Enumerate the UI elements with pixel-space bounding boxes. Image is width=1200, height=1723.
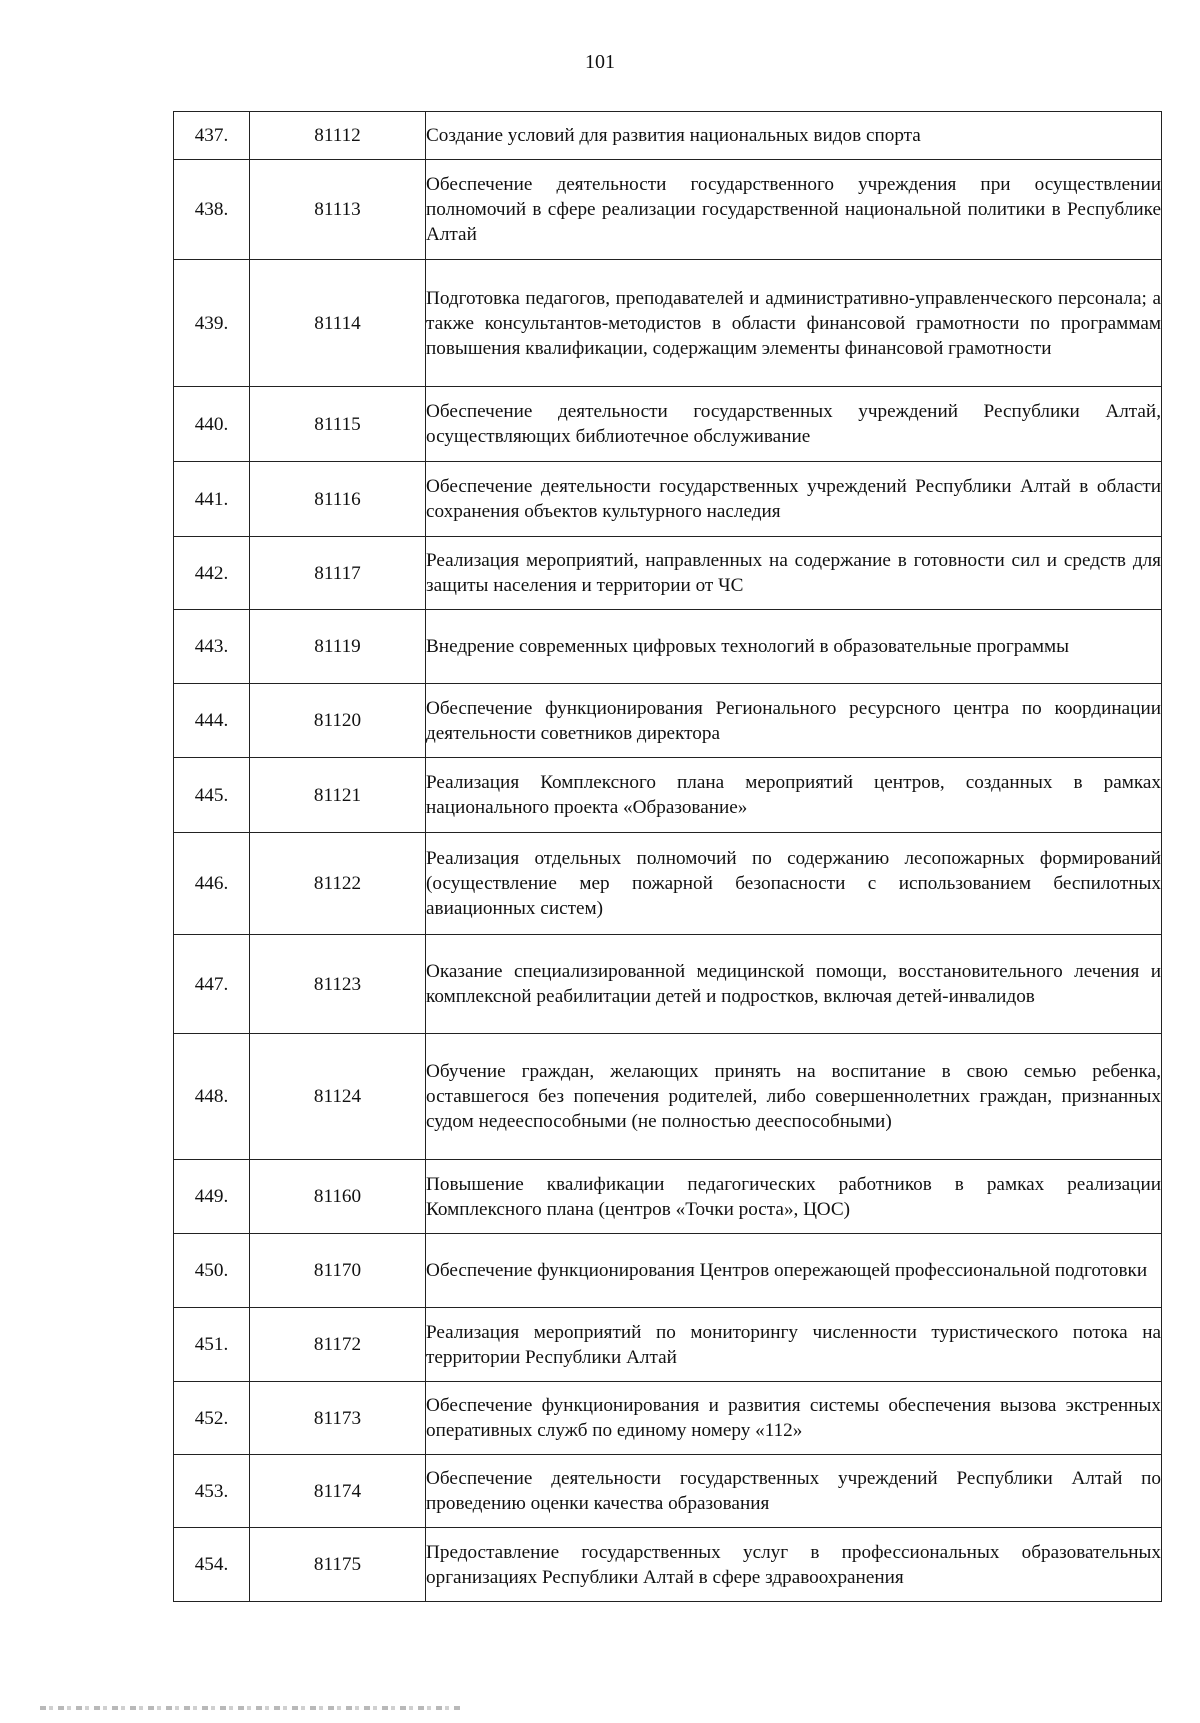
table-row <box>174 1234 1162 1308</box>
row-number: 446. <box>174 833 250 935</box>
row-number: 447. <box>174 935 250 1034</box>
row-code: 81112 <box>250 112 426 160</box>
row-description: Реализация мероприятий, направленных на содержание в готовности сил и средств для защиты населения и территории от ЧС <box>426 537 1162 610</box>
row-code: 81122 <box>250 833 426 935</box>
row-number: 454. <box>174 1528 250 1602</box>
row-description: Оказание специализированной медицинской помощи, восстановительного лечения и комплексной реабилитации детей и подростков, включая детей-инвалидов <box>426 935 1162 1034</box>
row-code: 81120 <box>250 684 426 758</box>
row-description: Реализация мероприятий по мониторингу численности туристического потока на территории Республики Алтай <box>426 1308 1162 1382</box>
codes-table <box>173 111 1162 1602</box>
row-code: 81174 <box>250 1455 426 1528</box>
row-description: Предоставление государственных услуг в профессиональных образовательных организациях Республики Алтай в сфере здравоохранения <box>426 1528 1162 1602</box>
row-number: 438. <box>174 160 250 260</box>
row-description: Создание условий для развития национальных видов спорта <box>426 112 1162 160</box>
table-row <box>174 260 1162 387</box>
row-description: Реализация отдельных полномочий по содержанию лесопожарных формирований (осуществление мер пожарной безопасности с использованием беспилотных авиационных систем) <box>426 833 1162 935</box>
table-row <box>174 935 1162 1034</box>
row-description: Реализация Комплексного плана мероприятий центров, созданных в рамках национального проекта «Образование» <box>426 758 1162 833</box>
page-number: 101 <box>585 51 615 73</box>
row-description: Обучение граждан, желающих принять на воспитание в свою семью ребенка, оставшегося без попечения родителей, либо совершеннолетних граждан, признанных судом недееспособными (не полностью дееспособными) <box>426 1034 1162 1160</box>
row-number: 437. <box>174 112 250 160</box>
row-code: 81124 <box>250 1034 426 1160</box>
row-description: Обеспечение функционирования Центров опережающей профессиональной подготовки <box>426 1234 1162 1308</box>
table-row <box>174 112 1162 160</box>
row-code: 81121 <box>250 758 426 833</box>
row-number: 442. <box>174 537 250 610</box>
row-description: Обеспечение деятельности государственных учреждений Республики Алтай, осуществляющих библиотечное обслуживание <box>426 387 1162 462</box>
table-row <box>174 758 1162 833</box>
table-row <box>174 610 1162 684</box>
row-description: Подготовка педагогов, преподавателей и административно-управленческого персонала; а также консультантов-методистов в области финансовой грамотности по программам повышения квалификации, содержащим элементы финансовой грамотности <box>426 260 1162 387</box>
row-code: 81175 <box>250 1528 426 1602</box>
codes-table-body <box>174 112 1162 1602</box>
row-number: 450. <box>174 1234 250 1308</box>
row-number: 453. <box>174 1455 250 1528</box>
row-code: 81170 <box>250 1234 426 1308</box>
row-description: Повышение квалификации педагогических работников в рамках реализации Комплексного плана (центров «Точки роста», ЦОС) <box>426 1160 1162 1234</box>
row-number: 448. <box>174 1034 250 1160</box>
table-row <box>174 1034 1162 1160</box>
row-code: 81116 <box>250 462 426 537</box>
row-code: 81173 <box>250 1382 426 1455</box>
row-description: Обеспечение деятельности государственных учреждений Республики Алтай по проведению оценки качества образования <box>426 1455 1162 1528</box>
row-number: 443. <box>174 610 250 684</box>
table-row <box>174 833 1162 935</box>
table-row <box>174 1382 1162 1455</box>
row-description: Обеспечение деятельности государственного учреждения при осуществлении полномочий в сфере реализации государственной национальной политики в Республике Алтай <box>426 160 1162 260</box>
row-number: 441. <box>174 462 250 537</box>
row-code: 81119 <box>250 610 426 684</box>
row-description: Обеспечение функционирования Регионального ресурсного центра по координации деятельности советников директора <box>426 684 1162 758</box>
row-code: 81123 <box>250 935 426 1034</box>
table-row <box>174 160 1162 260</box>
table-row <box>174 684 1162 758</box>
table-row <box>174 462 1162 537</box>
row-description: Обеспечение деятельности государственных учреждений Республики Алтай в области сохранения объектов культурного наследия <box>426 462 1162 537</box>
row-number: 440. <box>174 387 250 462</box>
table-row <box>174 537 1162 610</box>
row-code: 81172 <box>250 1308 426 1382</box>
table-row <box>174 1455 1162 1528</box>
scan-artifact <box>40 1706 460 1710</box>
row-number: 449. <box>174 1160 250 1234</box>
row-code: 81160 <box>250 1160 426 1234</box>
row-number: 451. <box>174 1308 250 1382</box>
row-code: 81113 <box>250 160 426 260</box>
row-description: Внедрение современных цифровых технологий в образовательные программы <box>426 610 1162 684</box>
table-row <box>174 387 1162 462</box>
row-number: 445. <box>174 758 250 833</box>
row-number: 439. <box>174 260 250 387</box>
row-number: 444. <box>174 684 250 758</box>
row-code: 81117 <box>250 537 426 610</box>
table-row <box>174 1308 1162 1382</box>
table-row <box>174 1528 1162 1602</box>
row-number: 452. <box>174 1382 250 1455</box>
row-code: 81114 <box>250 260 426 387</box>
row-description: Обеспечение функционирования и развития системы обеспечения вызова экстренных оперативных служб по единому номеру «112» <box>426 1382 1162 1455</box>
row-code: 81115 <box>250 387 426 462</box>
table-row <box>174 1160 1162 1234</box>
